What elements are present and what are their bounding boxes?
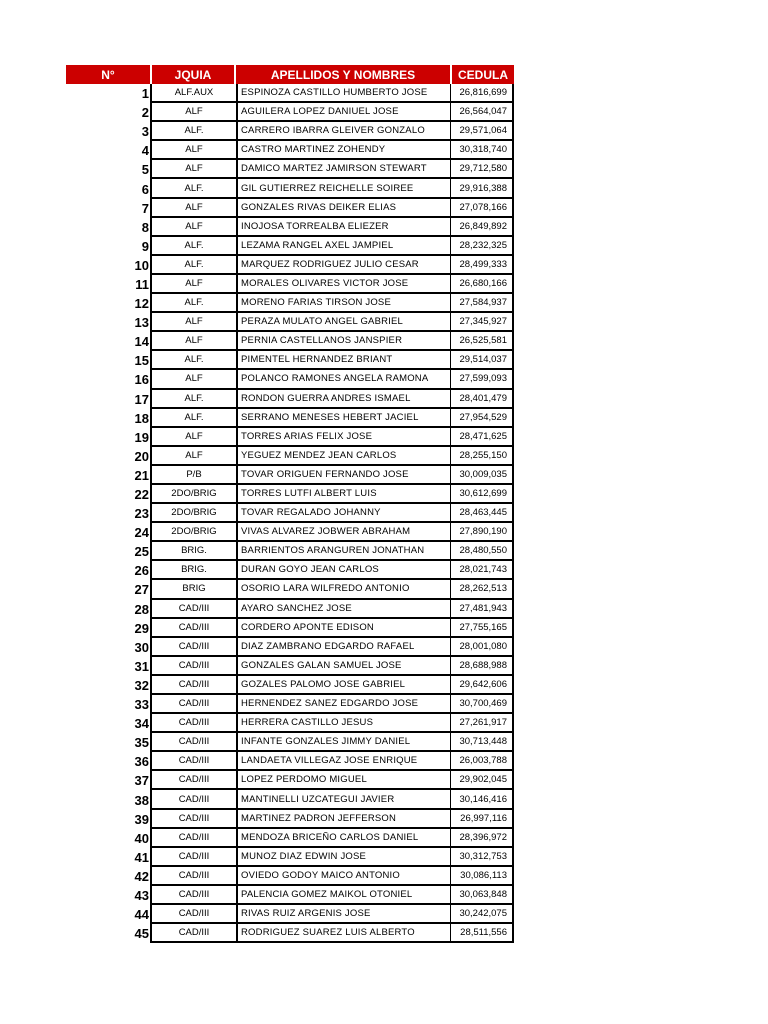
- row-name: PIMENTEL HERNANDEZ BRIANT: [236, 351, 450, 370]
- row-cedula: 29,902,045: [450, 771, 514, 790]
- row-number: 30: [134, 639, 149, 655]
- row-number: 24: [134, 525, 149, 541]
- row-cedula: 28,401,479: [450, 390, 514, 409]
- row-number: 12: [134, 296, 149, 312]
- row-name: HERNENDEZ SANEZ EDGARDO JOSE: [236, 695, 450, 714]
- row-number: 8: [141, 219, 149, 235]
- table-row: [66, 695, 514, 714]
- row-jquia: CAD/III: [150, 638, 236, 657]
- row-cedula: 28,021,743: [450, 561, 514, 580]
- table-row: [66, 714, 514, 733]
- row-number: 15: [134, 353, 149, 369]
- row-cedula: 28,688,988: [450, 657, 514, 676]
- row-name: GOZALES PALOMO JOSE GABRIEL: [236, 676, 450, 695]
- row-number: 1: [141, 86, 149, 102]
- row-number: 36: [134, 754, 149, 770]
- row-number: 33: [134, 697, 149, 713]
- table-row: [66, 790, 514, 809]
- row-jquia: CAD/III: [150, 924, 236, 943]
- row-jquia: CAD/III: [150, 619, 236, 638]
- row-name: MARQUEZ RODRIGUEZ JULIO CESAR: [236, 256, 450, 275]
- row-name: OSORIO LARA WILFREDO ANTONIO: [236, 580, 450, 599]
- row-number: 38: [134, 792, 149, 808]
- row-name: TORRES LUTFI ALBERT LUIS: [236, 485, 450, 504]
- row-number: 34: [134, 716, 149, 732]
- row-number: 14: [134, 334, 149, 350]
- row-name: CASTRO MARTINEZ ZOHENDY: [236, 141, 450, 160]
- row-name: RIVAS RUIZ ARGENIS JOSE: [236, 905, 450, 924]
- row-number: 16: [134, 372, 149, 388]
- row-cedula: 30,086,113: [450, 867, 514, 886]
- row-number: 37: [134, 773, 149, 789]
- row-name: ESPINOZA CASTILLO HUMBERTO JOSE: [236, 84, 450, 103]
- row-number: 9: [141, 238, 149, 254]
- row-name: PALENCIA GOMEZ MAIKOL OTONIEL: [236, 886, 450, 905]
- row-name: RONDON GUERRA ANDRES ISMAEL: [236, 390, 450, 409]
- table-row: [66, 122, 514, 141]
- table-row: [66, 676, 514, 695]
- row-number: 4: [141, 143, 149, 159]
- row-cedula: 26,525,581: [450, 332, 514, 351]
- table-row: [66, 275, 514, 294]
- row-jquia: CAD/III: [150, 752, 236, 771]
- table-row: [66, 428, 514, 447]
- row-number: 31: [134, 658, 149, 674]
- row-name: TORRES ARIAS FELIX JOSE: [236, 428, 450, 447]
- row-name: TOVAR ORIGUEN FERNANDO JOSE: [236, 466, 450, 485]
- row-number: 17: [134, 391, 149, 407]
- row-cedula: 28,471,625: [450, 428, 514, 447]
- row-cedula: 29,571,064: [450, 122, 514, 141]
- row-number: 28: [134, 601, 149, 617]
- table-row: [66, 218, 514, 237]
- row-number: 6: [141, 181, 149, 197]
- table-row: [66, 103, 514, 122]
- table-row: [66, 199, 514, 218]
- row-jquia: BRIG.: [150, 561, 236, 580]
- row-name: AGUILERA LOPEZ DANIUEL JOSE: [236, 103, 450, 122]
- table-row: [66, 294, 514, 313]
- table-row: [66, 351, 514, 370]
- row-jquia: ALF: [150, 141, 236, 160]
- row-cedula: 27,261,917: [450, 714, 514, 733]
- row-name: LEZAMA RANGEL AXEL JAMPIEL: [236, 237, 450, 256]
- row-jquia: CAD/III: [150, 657, 236, 676]
- row-name: PERNIA CASTELLANOS JANSPIER: [236, 332, 450, 351]
- row-number: 22: [134, 487, 149, 503]
- row-number: 43: [134, 887, 149, 903]
- row-cedula: 26,849,892: [450, 218, 514, 237]
- row-jquia: ALF.: [150, 294, 236, 313]
- row-jquia: ALF.: [150, 237, 236, 256]
- row-jquia: P/B: [150, 466, 236, 485]
- row-name: TOVAR REGALADO JOHANNY: [236, 504, 450, 523]
- row-name: INFANTE GONZALES JIMMY DANIEL: [236, 733, 450, 752]
- table-row: [66, 160, 514, 179]
- row-name: PERAZA MULATO ANGEL GABRIEL: [236, 313, 450, 332]
- row-jquia: CAD/III: [150, 600, 236, 619]
- row-cedula: 29,916,388: [450, 179, 514, 198]
- row-cedula: 27,584,937: [450, 294, 514, 313]
- row-number: 7: [141, 200, 149, 216]
- table-row: [66, 332, 514, 351]
- row-jquia: CAD/III: [150, 714, 236, 733]
- row-jquia: CAD/III: [150, 867, 236, 886]
- table-row: [66, 504, 514, 523]
- table-row: [66, 829, 514, 848]
- row-name: MENDOZA BRICEÑO CARLOS DANIEL: [236, 829, 450, 848]
- table-header: [66, 65, 514, 84]
- row-name: AYARO SANCHEZ JOSE: [236, 600, 450, 619]
- row-name: GONZALES RIVAS DEIKER ELIAS: [236, 199, 450, 218]
- row-name: RODRIGUEZ SUAREZ LUIS ALBERTO: [236, 924, 450, 943]
- row-cedula: 28,396,972: [450, 829, 514, 848]
- row-number: 44: [134, 907, 149, 923]
- table-row: [66, 924, 514, 943]
- row-jquia: ALF: [150, 218, 236, 237]
- row-jquia: 2DO/BRIG: [150, 485, 236, 504]
- row-cedula: 28,463,445: [450, 504, 514, 523]
- header-cedula: CEDULA: [450, 65, 514, 84]
- header-names: APELLIDOS Y NOMBRES: [236, 65, 450, 84]
- row-name: SERRANO MENESES HEBERT JACIEL: [236, 409, 450, 428]
- row-jquia: ALF.: [150, 390, 236, 409]
- table-row: [66, 542, 514, 561]
- row-name: LOPEZ PERDOMO MIGUEL: [236, 771, 450, 790]
- table-row: [66, 638, 514, 657]
- row-number: 27: [134, 582, 149, 598]
- row-cedula: 30,242,075: [450, 905, 514, 924]
- row-jquia: CAD/III: [150, 810, 236, 829]
- row-jquia: ALF: [150, 103, 236, 122]
- row-jquia: CAD/III: [150, 886, 236, 905]
- row-cedula: 27,078,166: [450, 199, 514, 218]
- row-cedula: 30,318,740: [450, 141, 514, 160]
- row-name: BARRIENTOS ARANGUREN JONATHAN: [236, 542, 450, 561]
- row-number: 10: [134, 257, 149, 273]
- row-name: GIL GUTIERREZ REICHELLE SOIREE: [236, 179, 450, 198]
- row-jquia: ALF.: [150, 122, 236, 141]
- table-row: [66, 752, 514, 771]
- row-name: MORENO FARIAS TIRSON JOSE: [236, 294, 450, 313]
- table-body: [66, 84, 514, 943]
- table-row: [66, 409, 514, 428]
- row-number: 40: [134, 830, 149, 846]
- row-cedula: 30,700,469: [450, 695, 514, 714]
- row-cedula: 28,499,333: [450, 256, 514, 275]
- row-number: 11: [135, 276, 149, 292]
- row-jquia: ALF: [150, 447, 236, 466]
- row-jquia: CAD/III: [150, 829, 236, 848]
- table-row: [66, 771, 514, 790]
- table-row: [66, 657, 514, 676]
- row-cedula: 28,232,325: [450, 237, 514, 256]
- row-name: OVIEDO GODOY MAICO ANTONIO: [236, 867, 450, 886]
- row-name: INOJOSA TORREALBA ELIEZER: [236, 218, 450, 237]
- row-jquia: CAD/III: [150, 790, 236, 809]
- row-cedula: 27,755,165: [450, 619, 514, 638]
- row-name: HERRERA CASTILLO JESUS: [236, 714, 450, 733]
- row-jquia: ALF: [150, 275, 236, 294]
- table-row: [66, 905, 514, 924]
- row-jquia: ALF.AUX: [150, 84, 236, 103]
- table-row: [66, 867, 514, 886]
- row-cedula: 27,599,093: [450, 370, 514, 389]
- row-number: 42: [134, 868, 149, 884]
- row-cedula: 26,680,166: [450, 275, 514, 294]
- row-jquia: ALF: [150, 428, 236, 447]
- row-cedula: 27,345,927: [450, 313, 514, 332]
- row-name: MORALES OLIVARES VICTOR JOSE: [236, 275, 450, 294]
- table-row: [66, 466, 514, 485]
- table-row: [66, 256, 514, 275]
- row-cedula: 29,712,580: [450, 160, 514, 179]
- row-number: 35: [134, 735, 149, 751]
- row-number: 5: [141, 162, 149, 178]
- header-number: N°: [66, 65, 150, 84]
- row-number: 20: [134, 448, 149, 464]
- row-jquia: ALF: [150, 199, 236, 218]
- table-row: [66, 313, 514, 332]
- row-jquia: 2DO/BRIG: [150, 504, 236, 523]
- row-number: 41: [134, 849, 149, 865]
- row-jquia: ALF.: [150, 179, 236, 198]
- table-row: [66, 370, 514, 389]
- row-cedula: 26,564,047: [450, 103, 514, 122]
- row-cedula: 27,890,190: [450, 523, 514, 542]
- row-number: 32: [134, 677, 149, 693]
- row-cedula: 27,481,943: [450, 600, 514, 619]
- table-row: [66, 485, 514, 504]
- row-cedula: 26,816,699: [450, 84, 514, 103]
- row-number: 45: [134, 926, 149, 942]
- row-name: CORDERO APONTE EDISON: [236, 619, 450, 638]
- row-number: 3: [141, 124, 149, 140]
- row-jquia: CAD/III: [150, 695, 236, 714]
- row-jquia: BRIG: [150, 580, 236, 599]
- row-name: DURAN GOYO JEAN CARLOS: [236, 561, 450, 580]
- row-number: 19: [134, 429, 149, 445]
- table-row: [66, 390, 514, 409]
- header-jquia: JQUIA: [150, 65, 236, 84]
- row-cedula: 26,997,116: [450, 810, 514, 829]
- row-cedula: 29,642,606: [450, 676, 514, 695]
- table-row: [66, 179, 514, 198]
- row-cedula: 30,146,416: [450, 790, 514, 809]
- row-jquia: CAD/III: [150, 771, 236, 790]
- table-row: [66, 886, 514, 905]
- row-cedula: 28,480,550: [450, 542, 514, 561]
- table-row: [66, 580, 514, 599]
- row-cedula: 28,262,513: [450, 580, 514, 599]
- table-row: [66, 600, 514, 619]
- row-jquia: ALF.: [150, 256, 236, 275]
- row-cedula: 26,003,788: [450, 752, 514, 771]
- row-name: POLANCO RAMONES ANGELA RAMONA: [236, 370, 450, 389]
- row-jquia: CAD/III: [150, 733, 236, 752]
- row-jquia: ALF: [150, 332, 236, 351]
- row-number: 13: [134, 315, 149, 331]
- table-row: [66, 84, 514, 103]
- row-cedula: 29,514,037: [450, 351, 514, 370]
- table-row: [66, 848, 514, 867]
- row-number: 39: [134, 811, 149, 827]
- row-cedula: 30,612,699: [450, 485, 514, 504]
- row-cedula: 30,009,035: [450, 466, 514, 485]
- row-number: 25: [134, 544, 149, 560]
- table-row: [66, 619, 514, 638]
- table-row: [66, 523, 514, 542]
- row-jquia: 2DO/BRIG: [150, 523, 236, 542]
- table-row: [66, 237, 514, 256]
- roster-table: [66, 65, 514, 943]
- row-jquia: BRIG.: [150, 542, 236, 561]
- row-name: DIAZ ZAMBRANO EDGARDO RAFAEL: [236, 638, 450, 657]
- row-cedula: 30,713,448: [450, 733, 514, 752]
- row-cedula: 30,063,848: [450, 886, 514, 905]
- row-number: 21: [134, 467, 149, 483]
- row-name: VIVAS ALVAREZ JOBWER ABRAHAM: [236, 523, 450, 542]
- row-name: CARRERO IBARRA GLEIVER GONZALO: [236, 122, 450, 141]
- row-cedula: 27,954,529: [450, 409, 514, 428]
- table-row: [66, 561, 514, 580]
- row-jquia: CAD/III: [150, 676, 236, 695]
- row-jquia: CAD/III: [150, 905, 236, 924]
- table-row: [66, 141, 514, 160]
- row-name: MANTINELLI UZCATEGUI JAVIER: [236, 790, 450, 809]
- row-jquia: ALF.: [150, 351, 236, 370]
- row-number: 26: [134, 563, 149, 579]
- row-jquia: ALF: [150, 160, 236, 179]
- table-row: [66, 447, 514, 466]
- row-number: 23: [134, 506, 149, 522]
- row-name: GONZALES GALAN SAMUEL JOSE: [236, 657, 450, 676]
- row-jquia: ALF.: [150, 409, 236, 428]
- row-cedula: 30,312,753: [450, 848, 514, 867]
- row-name: YEGUEZ MENDEZ JEAN CARLOS: [236, 447, 450, 466]
- row-cedula: 28,255,150: [450, 447, 514, 466]
- row-jquia: ALF: [150, 313, 236, 332]
- table-row: [66, 810, 514, 829]
- row-jquia: CAD/III: [150, 848, 236, 867]
- row-cedula: 28,511,556: [450, 924, 514, 943]
- row-number: 2: [141, 105, 149, 121]
- row-name: DAMICO MARTEZ JAMIRSON STEWART: [236, 160, 450, 179]
- row-name: LANDAETA VILLEGAZ JOSE ENRIQUE: [236, 752, 450, 771]
- row-jquia: ALF: [150, 370, 236, 389]
- row-number: 18: [134, 410, 149, 426]
- row-cedula: 28,001,080: [450, 638, 514, 657]
- table-row: [66, 733, 514, 752]
- row-name: MUNOZ DIAZ EDWIN JOSE: [236, 848, 450, 867]
- row-name: MARTINEZ PADRON JEFFERSON: [236, 810, 450, 829]
- row-number: 29: [134, 620, 149, 636]
